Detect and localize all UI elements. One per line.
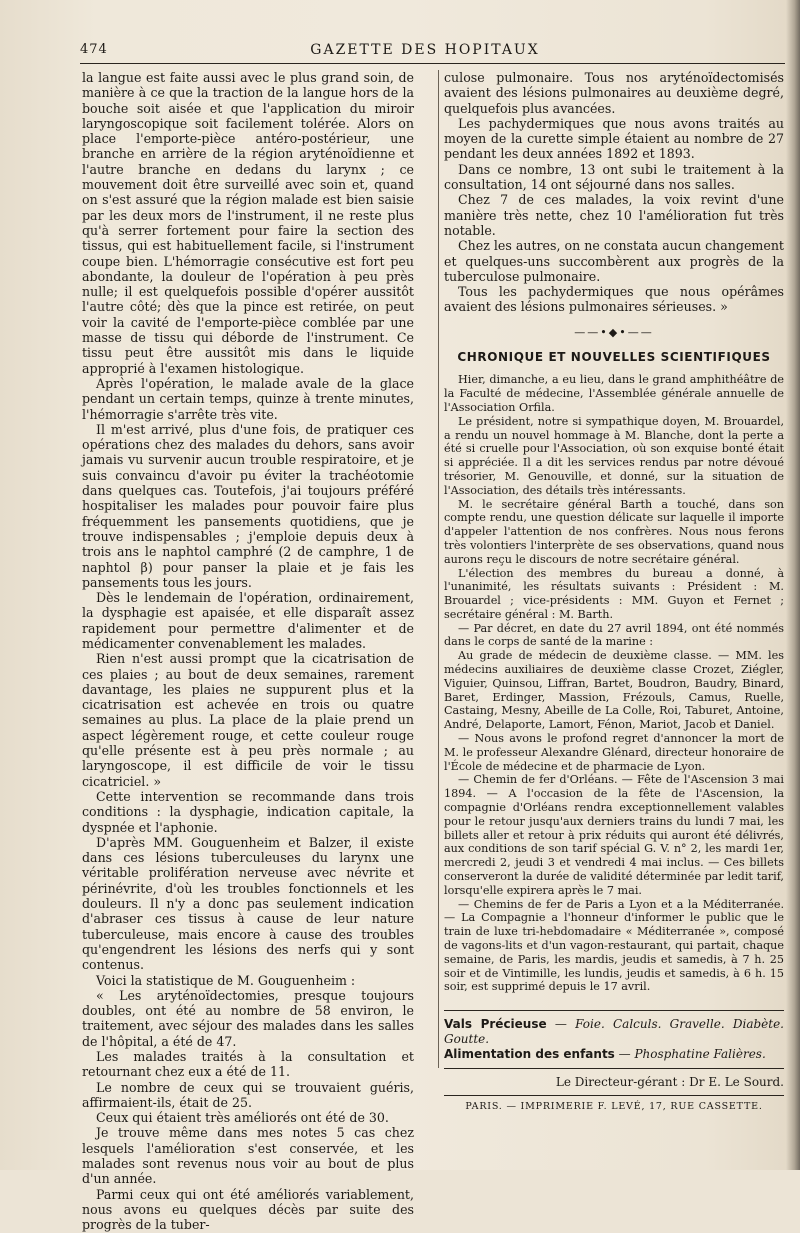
signature: Le Directeur-gérant : Dr E. Le Sourd. (555, 1075, 784, 1090)
paragraph: D'après MM. Gouguenheim et Balzer, il existe dans ces lésions tuberculeuses du larynx une véritable prolifération nerveuse avec névrite et périnévrite, d'où les troubles fonctionnels et les douleurs. Il n'y a donc pas seulement indication d'abraser ces tissus à cause de leur nature tuberculeuse, mais encore à cause des troubles qu'engendrent les lésions des nerfs qui y sont contenus. (82, 834, 414, 973)
paragraph: Rien n'est aussi prompt que la cicatrisation de ces plaies ; au bout de deux semaines, rarement davantage, les plaies ne suppurent plus et la cicatrisation est achevée en trois ou quatre semaines au plus. La place de la plaie prend un aspect légèrement rouge, et cette couleur rouge qu'elle présente est à peu près normale ; au laryngoscope, il est difficile de voir le tissu cicatriciel. » (82, 651, 414, 789)
publication-title: GAZETTE DES HOPITAUX (310, 42, 540, 58)
printer-line: PARIS. — IMPRIMERIE F. LEVÉ, 17, RUE CASSETTE. (444, 1095, 784, 1114)
paragraph: Les pachydermiques que nous avons traités au moyen de la curette simple étaient au nombre de 27 pendant les deux années 1892 et 1893. (444, 115, 784, 162)
page-number: 474 (80, 42, 108, 57)
advert-label: Vals Précieuse (444, 1017, 547, 1032)
paragraph: culose pulmonaire. Tous nos aryténoïdectomisés avaient des lésions pulmonaires au deuxième degré, quelquefois plus avancées. (444, 70, 784, 116)
page-header (80, 42, 770, 64)
footer-rule (444, 1068, 784, 1069)
left-column (82, 70, 414, 1233)
news-paragraph: M. le secrétaire général Barth a touché, dans son compte rendu, une question délicate sur laquelle il importe d'appeler l'attention de nos confrères. Nous nous ferons très volontiers l'interprète de ses observations, quand nous aurons reçu le discours de notre secrétaire général. (444, 497, 784, 566)
advert-label: Alimentation des enfants (444, 1047, 615, 1062)
paragraph: Parmi ceux qui ont été améliorés variablement, nous avons eu quelques décès par suite des progrès de la tuber- (82, 1186, 414, 1233)
advert-block (444, 1010, 784, 1062)
paragraph: Tous les pachydermiques que nous opérâmes avaient des lésions pulmonaires sérieuses. » (444, 284, 784, 315)
news-paragraph: Au grade de médecin de deuxième classe. — MM. les médecins auxiliaires de deuxième classe Crozet, Ziégler, Viguier, Quinsou, Liffran, Bartet, Boudron, Baudry, Binard, Baret, Erdinger, Massion, Frézouls, Camus, Ruelle, Castaing, Mesny, Abeille de La Colle, Roi, Taburet, Antoine, André, Delaporte, Lamort, Fénon, Mariot, Jacob et Daniel. (444, 649, 784, 732)
paragraph: Chez les autres, on ne constata aucun changement et quelques-uns succombèrent aux progrès de la tuberculose pulmonaire. (444, 238, 784, 284)
paragraph: Je trouve même dans mes notes 5 cas chez lesquels l'amélioration s'est conservée, et les malades sont revenus nous voir au bout de plus d'un année. (82, 1125, 414, 1187)
news-paragraph: — Nous avons le profond regret d'annoncer la mort de M. le professeur Alexandre Glénard, directeur honoraire de l'École de médecine et de pharmacie de Lyon. (444, 732, 784, 773)
news-paragraph: L'élection des membres du bureau a donné, à l'unanimité, les résultats suivants : Président : M. Brouardel ; vice-présidents : MM. Guyon et Fernet ; secrétaire général : M. Barth. (444, 566, 784, 621)
paragraph: Le nombre de ceux qui se trouvaient guéris, affirmaient-ils, était de 25. (82, 1079, 414, 1110)
right-column (444, 70, 784, 1114)
section-title: CHRONIQUE ET NOUVELLES SCIENTIFIQUES (457, 350, 771, 365)
advert-line (444, 1017, 784, 1047)
paragraph: Ceux qui étaient très améliorés ont été de 30. (96, 1110, 389, 1126)
header-rule (80, 63, 785, 64)
paragraph: « Les aryténoïdectomies, presque toujours doubles, ont été au nombre de 58 environ, le traitement, avec séjour des malades dans les salles de l'hôpital, a été de 47. (82, 987, 414, 1049)
news-paragraph: — Chemins de fer de Paris a Lyon et a la Méditerranée. — La Compagnie a l'honneur d'informer le public que le train de luxe tri-hebdomadaire « Méditerranée », composé de vagons-lits et d'un vagon-restaurant, qui partait, chaque semaine, de Paris, les mardis, jeudis et samedis, à 7 h. 25 soir et de Vintimille, les lundis, jeudis et samedis, à 6 h. 15 soir, est supprimé depuis le 17 avril. (444, 897, 784, 994)
advert-text: — Foie. Calculs. Gravelle. Diabète. Goutte. (444, 1017, 785, 1047)
section-separator: ——•◆•—— (574, 325, 654, 339)
news-paragraph: — Par décret, en date du 27 avril 1894, ont été nommés dans le corps de santé de la marine : (444, 621, 784, 649)
paragraph: Dès le lendemain de l'opération, ordinairement, la dysphagie est apaisée, et elle disparaît assez rapidement pour permettre d'alimenter et de médicamenter convenablement les malades. (82, 590, 414, 651)
paragraph: Les malades traités à la consultation et retournant chez eux a été de 11. (82, 1049, 414, 1080)
paragraph: Après l'opération, le malade avale de la glace pendant un certain temps, quinze à trente minutes, l'hémorragie s'arrête très vite. (82, 375, 414, 422)
advert-text: — Phosphatine Falières. (614, 1047, 766, 1062)
paragraph: Dans ce nombre, 13 ont subi le traitement à la consultation, 14 ont séjourné dans nos salles. (444, 161, 784, 193)
news-paragraph: Hier, dimanche, a eu lieu, dans le grand amphithéâtre de la Faculté de médecine, l'Assemblée générale annuelle de l'Association Orfila. (444, 373, 784, 414)
paragraph: la langue est faite aussi avec le plus grand soin, de manière à ce que la traction de la langue hors de la bouche soit aisée et que l'application du miroir laryngoscopique soit facilement tolérée. Alors on place l'emporte-pièce antéro-postérieur, une branche en arrière de la région aryténoïdienne et l'autre branche en dedans du larynx ; ce mouvement doit être surveillé avec soin et, quand on s'est assuré que la région malade est bien saisie par les deux mors de l'instrument, il ne reste plus qu'à serrer fortement pour faire la section des tissus, qui est habituellement facile, si l'instrument coupe bien. L'hémorragie consécutive est fort peu abondante, la douleur de l'opération à peu près nulle; il est quelquefois possible d'opérer aussitôt l'autre côté; dès que la pince est retirée, on peut voir la cavité de l'emporte-pièce comblée par une masse de tissu qui déborde de l'instrument. Ce tissu peut être aussitôt mis dans le liquide approprié à l'examen histologique. (82, 70, 414, 376)
page-edge-shadow (786, 0, 800, 1170)
column-divider (438, 70, 439, 1068)
news-paragraph: — Chemin de fer d'Orléans. — Fête de l'Ascension 3 mai 1894. — A l'occasion de la fête de l'Ascension, la compagnie d'Orléans rendra exceptionnellement valables pour le retour jusqu'aux derniers trains du lundi 7 mai, les billets aller et retour à prix réduits qui auront été délivrés, aux conditions de son tarif spécial G. V. n° 2, les mardi 1er, mercredi 2, jeudi 3 et vendredi 4 mai inclus. — Ces billets conserveront la durée de validité déterminée par ledit tarif, lorsqu'elle expirera après le 7 mai. (444, 773, 784, 897)
news-block (444, 373, 784, 994)
paragraph: Chez 7 de ces malades, la voix revint d'une manière très nette, chez 10 l'amélioration fut très notable. (444, 192, 784, 238)
advert-line (444, 1047, 784, 1062)
paragraph: Il m'est arrivé, plus d'une fois, de pratiquer ces opérations chez des malades du dehors, sans avoir jamais vu survenir aucun trouble respiratoire, et je suis convaincu d'avoir pu éviter la trachéotomie dans quelques cas. Toutefois, j'ai toujours préféré hospitaliser les malades pour pouvoir faire plus fréquemment les pansements quotidiens, que je trouve indispensables ; j'emploie depuis deux à trois ans le naphtol camphré (2 de camphre, 1 de naphtol β) pour panser la plaie et je fais les pansements tous les jours. (82, 421, 414, 590)
paragraph: Voici la statistique de M. Gouguenheim : (96, 972, 356, 988)
news-paragraph: Le président, notre si sympathique doyen, M. Brouardel, a rendu un nouvel hommage à M. Blanche, dont la perte a été si cruelle pour l'Association, où son exquise bonté était si appréciée. Il a dit les services rendus par notre dévoué trésorier, M. Genouville, et donné, sur la situation de l'Association, des détails très intéressants. (444, 414, 784, 497)
paragraph: Cette intervention se recommande dans trois conditions : la dysphagie, indication capitale, la dyspnée et l'aphonie. (82, 788, 414, 835)
